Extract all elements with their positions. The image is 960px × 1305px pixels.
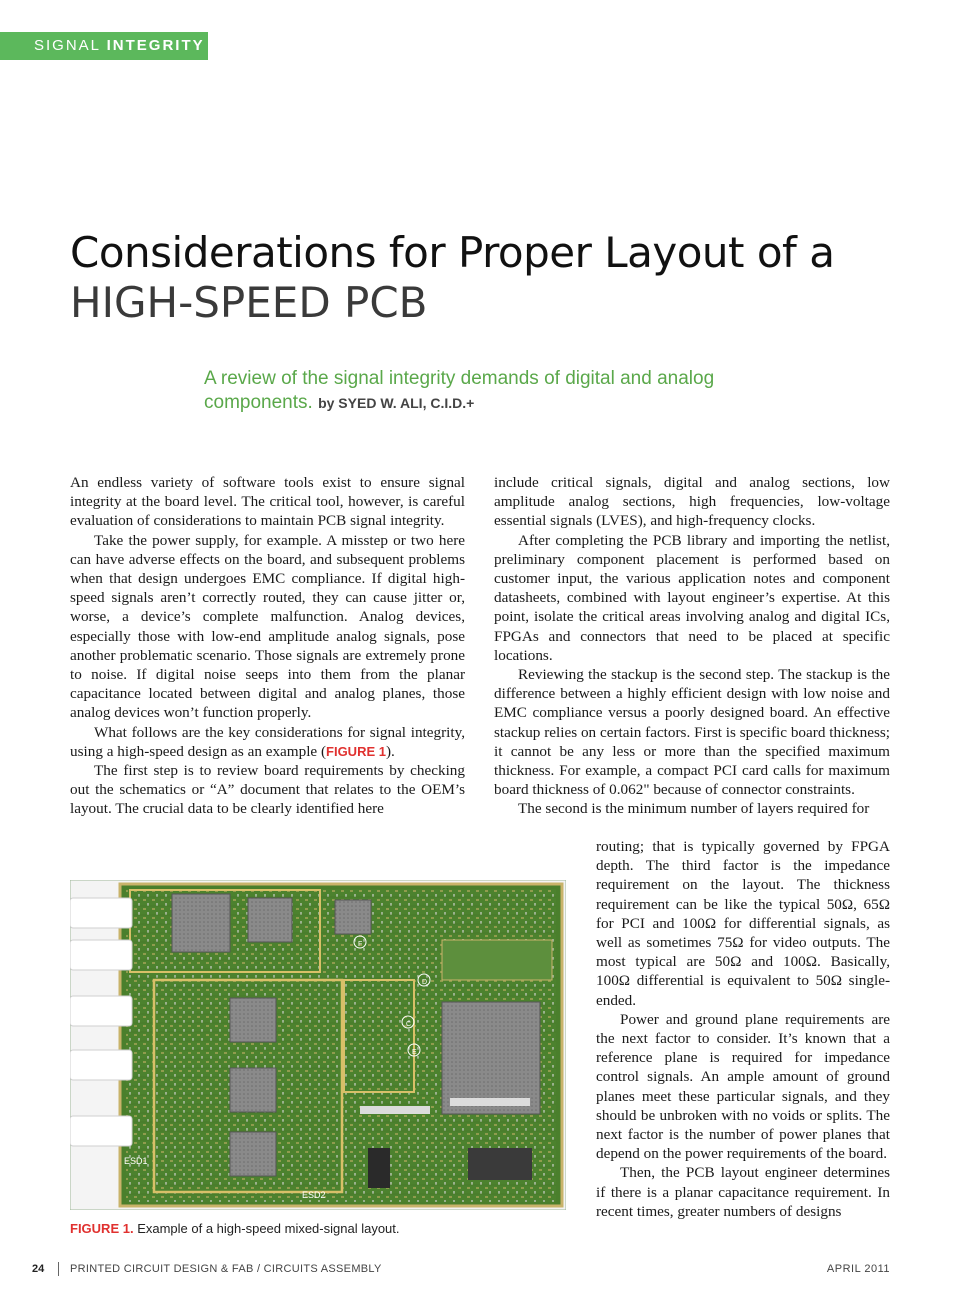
- section-label-bold: INTEGRITY: [106, 37, 205, 54]
- paragraph: The first step is to review board requirements by checking out the schematics or “A” document that relates to the OEM’s layout. The crucial data to be clearly identified here: [70, 762, 465, 818]
- page-number: 24: [32, 1263, 45, 1275]
- body-column-3: [596, 837, 890, 1221]
- paragraph: After completing the PCB library and importing the netlist, preliminary component placement is performed based on customer input, the various application notes and component datasheets, combined with layout engineer’s expertise. At this point, isolate the critical areas involving analog and digital ICs, FPGAs and connectors that need to be placed at specific locations.: [494, 531, 890, 664]
- board-label: F: [358, 941, 363, 948]
- figure-pcb-layout: [70, 880, 566, 1210]
- paragraph: Power and ground plane requirements are the next factor to consider. It’s known that a reference plane is required for impedance control signals. An ample amount of ground planes meet these particular signals, and they should be unbroken with no voids or splits. The next factor is the number of power planes that depend on the power requirements of the board.: [596, 1010, 890, 1163]
- paragraph: routing; that is typically governed by FPGA depth. The third factor is the impedance requirement on the layout. The thickness requirement can be like the typical 50Ω, 65Ω for PCI and 100Ω for differential signals, as well as sometimes 75Ω for video outputs. The most typical are 50Ω and 100Ω. Basically, 100Ω differential is equivalent to 50Ω single-ended.: [596, 838, 890, 1009]
- figure-caption-label: FIGURE 1.: [70, 1221, 134, 1236]
- board-label: ESD1: [124, 1156, 148, 1166]
- section-tab: [0, 32, 208, 60]
- figure-reference: FIGURE 1: [326, 743, 386, 759]
- paragraph: The second is the minimum number of layers required for: [518, 800, 870, 818]
- body-column-1: [70, 473, 465, 819]
- publication-name: PRINTED CIRCUIT DESIGN & FAB / CIRCUITS ASSEMBLY: [70, 1263, 382, 1275]
- figure-caption: [70, 1221, 400, 1236]
- deck-text: A review of the signal integrity demands of digital and analog components.: [204, 368, 715, 413]
- paragraph-text: ).: [385, 742, 395, 760]
- article-title-line1: Considerations for Proper Layout of a: [70, 228, 835, 277]
- pcb-board-illustration: [70, 880, 566, 1210]
- byline: by SYED W. ALI, C.I.D.+: [318, 395, 475, 411]
- board-label: ESD2: [302, 1190, 326, 1200]
- footer-divider: [58, 1262, 59, 1276]
- board-label: E: [412, 1049, 417, 1056]
- board-label: D: [422, 979, 428, 986]
- figure-caption-text: Example of a high-speed mixed-signal layout.: [133, 1221, 400, 1236]
- article-deck: [204, 367, 804, 415]
- body-column-2: [494, 473, 890, 819]
- paragraph: [70, 723, 465, 761]
- paragraph: An endless variety of software tools exist to ensure signal integrity at the board level. The critical tool, however, is careful evaluation of considerations to maintain PCB signal integrity.: [70, 474, 465, 530]
- issue-date: APRIL 2011: [826, 1263, 890, 1275]
- paragraph: Then, the PCB layout engineer determines if there is a planar capacitance requirement. In recent times, greater numbers of designs: [596, 1164, 890, 1220]
- paragraph: Take the power supply, for example. A misstep or two here can have adverse effects on the board, and subsequent problems when that design undergoes EMC compliance. If digital high-speed signals aren’t correctly routed, they can cause jitter or, worse, a device’s complete malfunction. Analog devices, especially those with low-end amplitude analog signals, pose another problematic scenario. Those signals are extremely prone to noise. If digital noise seeps into them from the planar capacitance located between digital and analog planes, those analog devices won’t function properly.: [70, 531, 465, 722]
- paragraph: include critical signals, digital and analog sections, low amplitude analog sections, high frequencies, low-voltage essential signals (LVES), and high-frequency clocks.: [494, 474, 890, 530]
- paragraph-text: What follows are the key considerations for signal integrity, using a high-speed design as an example (: [70, 723, 465, 760]
- paragraph: Reviewing the stackup is the second step. The stackup is the difference between a highly efficient design with low noise and EMC compliance versus a poorly designed board. An effective stackup relies on certain factors. First is specific board thickness; it cannot be any less or more than the specified maximum thickness. For example, a compact PCI card calls for maximum board thickness of 0.062" because of connector constraints.: [494, 666, 890, 799]
- article-title-line2: HIGH-SPEED PCB: [70, 278, 428, 327]
- board-label: C: [406, 1021, 412, 1028]
- section-label-light: SIGNAL: [34, 37, 101, 54]
